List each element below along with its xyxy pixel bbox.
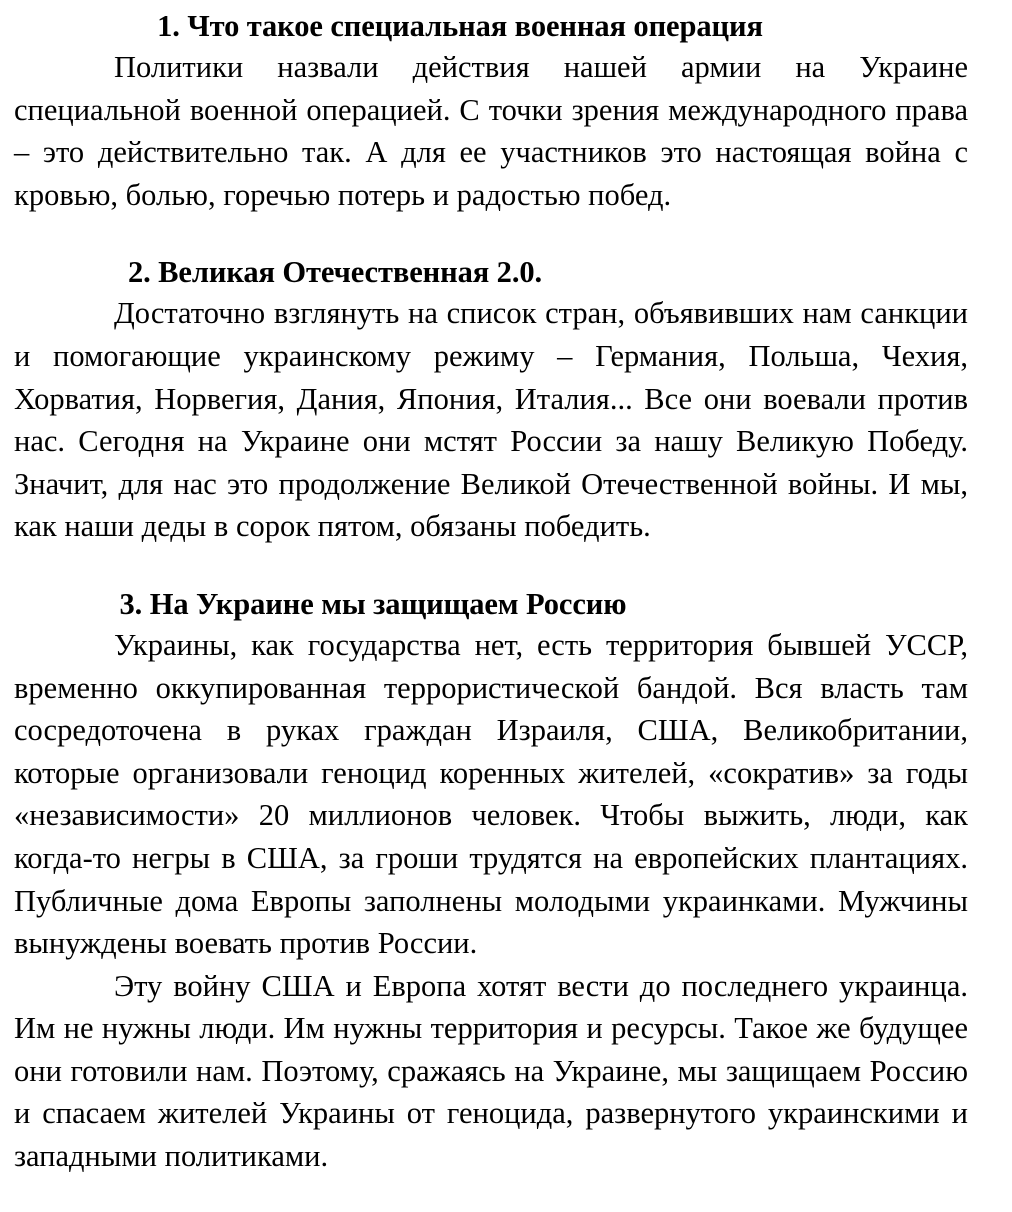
section-3-paragraph-2: Эту войну США и Европа хотят вести до последнего украинца. Им не нужны люди. Им нужны территория и ресурсы. Такое же будущее они готовили нам. Поэтому, сражаясь на Украине, мы защищаем Россию и спасаем жителей Украины от геноцида, развернутого украинскими и западными политиками. bbox=[14, 968, 968, 1174]
document-section-3 bbox=[14, 584, 968, 1178]
section-gap-2 bbox=[14, 548, 968, 584]
section-heading-1: 1. Что такое специальная военная операция bbox=[157, 9, 763, 43]
document-section-1 bbox=[14, 6, 968, 216]
section-3-paragraph-1: Украины, как государства нет, есть территория бывшей УССР, временно оккупированная террористической бандой. Вся власть там сосредоточена в руках граждан Израиля, США, Великобритании, которые организовали геноцид коренных жителей, «сократив» за годы «независимости» 20 миллионов человек. Чтобы выжить, люди, как когда-то негры в США, за гроши трудятся на европейских плантациях. Публичные дома Европы заполнены молодыми украинками. Мужчины вынуждены воевать против России. bbox=[14, 627, 968, 961]
section-1-paragraph-1: Политики назвали действия нашей армии на Украине специальной военной операцией. С точки зрения международного права – это действительно так. А для ее участников это настоящая война с кровью, болью, горечью потерь и радостью побед. bbox=[14, 50, 968, 212]
section-2-paragraph-1: Достаточно взглянуть на список стран, объявивших нам санкции и помогающие украинскому режиму – Германия, Польша, Чехия, Хорватия, Норвегия, Дания, Япония, Италия... Все они воевали против нас. Сегодня на Украине они мстят России за нашу Великую Победу. Значит, для нас это продолжение Великой Отечественной войны. И мы, как наши деды в сорок пятом, обязаны победить. bbox=[14, 296, 968, 544]
document-section-2 bbox=[14, 252, 968, 548]
section-gap-1 bbox=[14, 216, 968, 252]
section-heading-3: 3. На Украине мы защищаем Россию bbox=[119, 586, 627, 621]
section-heading-2: 2. Великая Отечественная 2.0. bbox=[127, 255, 543, 290]
